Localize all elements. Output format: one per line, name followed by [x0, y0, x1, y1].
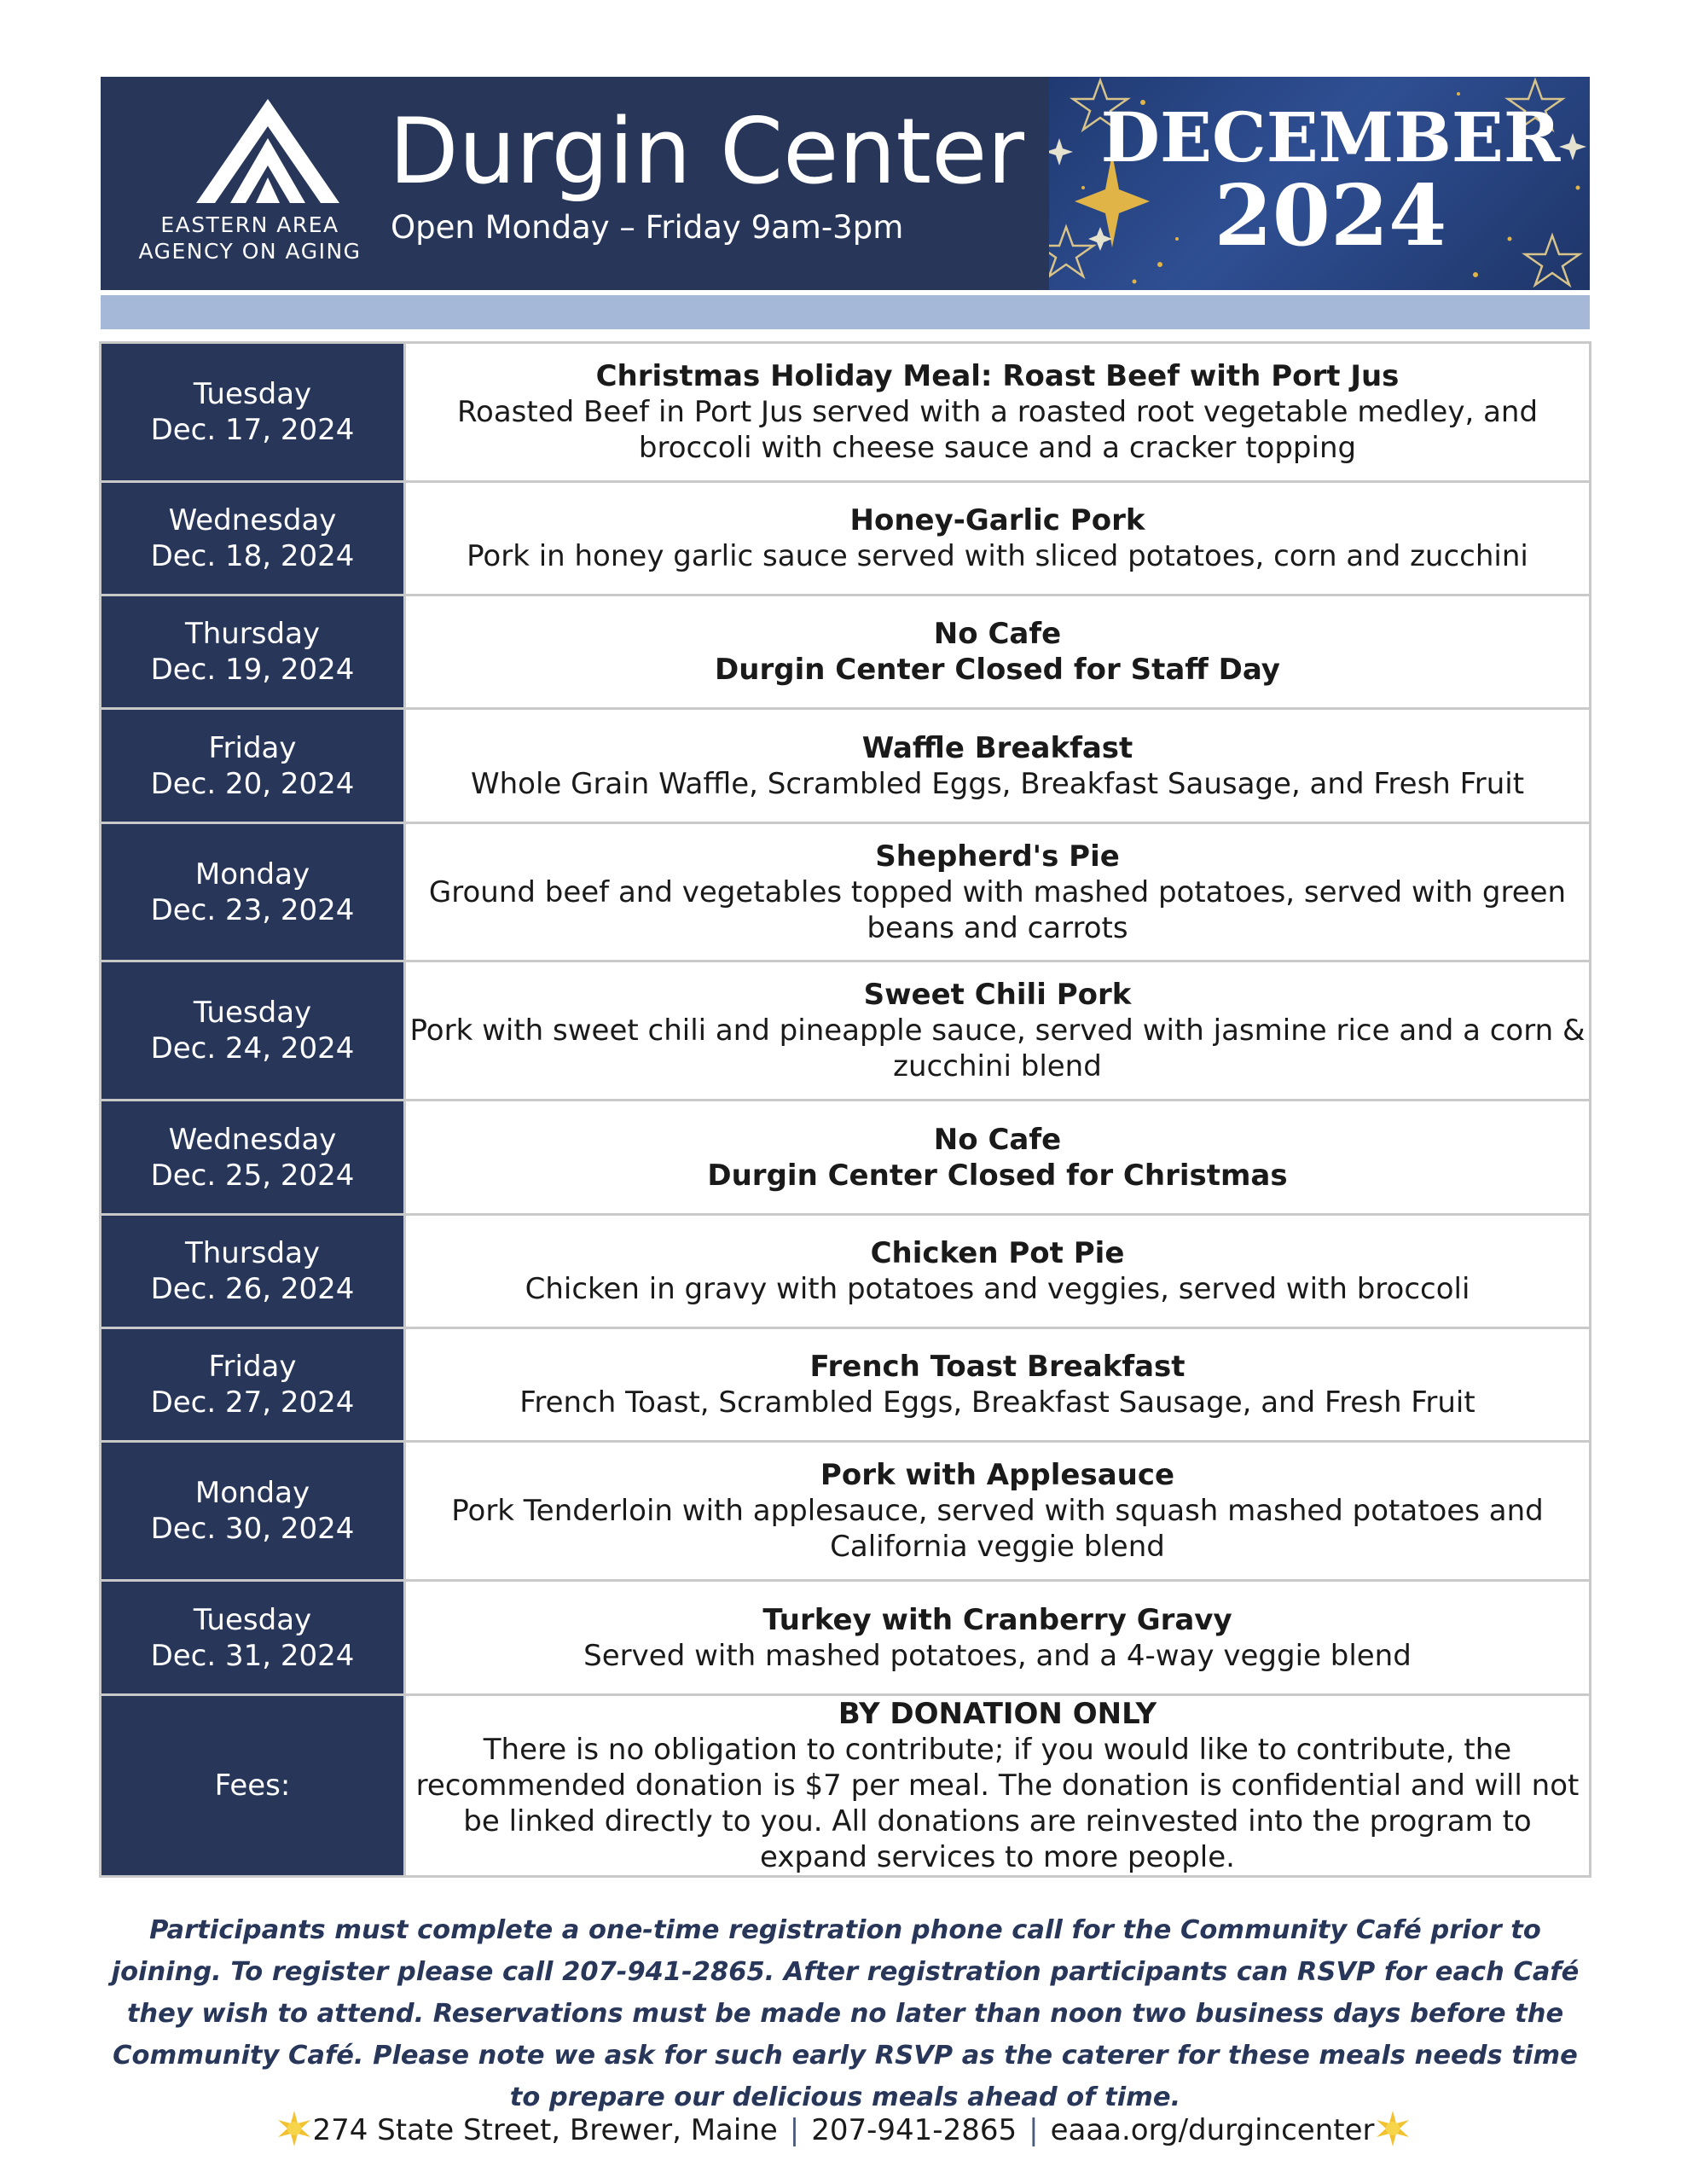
day-cell [101, 482, 405, 595]
weekday: Tuesday [193, 377, 312, 411]
meal-title: Honey-Garlic Pork [849, 503, 1145, 537]
meal-cell [405, 961, 1591, 1101]
meal-cell [405, 482, 1591, 595]
footer-contact [0, 2107, 1687, 2153]
sun-icon [276, 2111, 312, 2146]
weekday: Tuesday [193, 1602, 312, 1637]
date: Dec. 20, 2024 [150, 766, 355, 801]
date: Dec. 19, 2024 [150, 653, 355, 687]
weekday: Wednesday [168, 1122, 337, 1157]
table-row [101, 482, 1591, 595]
mountain-logo-icon [196, 99, 339, 203]
agency-name-line1: EASTERN AREA [160, 212, 339, 237]
meal-cell [405, 595, 1591, 709]
table-row [101, 1215, 1591, 1328]
meal-cell [405, 709, 1591, 823]
meal-title: No Cafe [933, 1122, 1062, 1157]
meal-description: Pork Tenderloin with applesauce, served with squash mashed potatoes and California veggie blend [451, 1494, 1544, 1564]
footer-website[interactable]: eaaa.org/durgincenter [1050, 2113, 1375, 2147]
table-row [101, 343, 1591, 482]
day-cell [101, 709, 405, 823]
footer-address: 274 State Street, Brewer, Maine [312, 2113, 778, 2147]
date: Dec. 25, 2024 [150, 1158, 355, 1193]
weekday: Monday [194, 1476, 310, 1510]
date: Dec. 27, 2024 [150, 1385, 355, 1420]
center-title: Durgin Center [389, 99, 1024, 204]
date: Dec. 18, 2024 [150, 539, 355, 573]
day-cell [101, 1101, 405, 1215]
month-banner [1049, 77, 1590, 290]
weekday: Thursday [184, 617, 321, 651]
weekday: Friday [208, 1350, 297, 1384]
date: Dec. 23, 2024 [150, 892, 355, 927]
table-row [101, 709, 1591, 823]
meal-title: French Toast Breakfast [809, 1350, 1186, 1384]
meal-title: Shepherd's Pie [875, 839, 1120, 874]
weekday: Tuesday [193, 996, 312, 1030]
fees-label: Fees: [214, 1769, 291, 1803]
day-cell [101, 1581, 405, 1695]
weekday: Monday [194, 857, 310, 892]
day-cell [101, 961, 405, 1101]
footer-phone: 207-941-2865 [811, 2113, 1017, 2147]
weekday: Friday [208, 730, 297, 765]
day-cell [101, 1442, 405, 1581]
meal-description: Served with mashed potatoes, and a 4-way veggie blend [583, 1638, 1412, 1673]
date: Dec. 30, 2024 [150, 1512, 355, 1546]
meal-title: No Cafe [933, 617, 1062, 651]
fees-label-cell [101, 1695, 405, 1877]
fees-cell [405, 1695, 1591, 1877]
table-row [101, 1442, 1591, 1581]
meal-description: Durgin Center Closed for Staff Day [715, 653, 1280, 687]
table-row [101, 1581, 1591, 1695]
meal-title: Chicken Pot Pie [870, 1236, 1125, 1270]
table-row [101, 961, 1591, 1101]
year-label: 2024 [1214, 167, 1447, 265]
meal-description: Chicken in gravy with potatoes and veggies, served with broccoli [525, 1272, 1470, 1306]
meal-title: Christmas Holiday Meal: Roast Beef with Port Jus [595, 359, 1400, 393]
meal-cell [405, 1442, 1591, 1581]
opening-hours: Open Monday – Friday 9am-3pm [391, 209, 904, 246]
date: Dec. 17, 2024 [150, 413, 355, 447]
meal-description: Whole Grain Waffle, Scrambled Eggs, Breakfast Sausage, and Fresh Fruit [470, 766, 1525, 801]
month-label: DECEMBER [1100, 97, 1561, 177]
date: Dec. 24, 2024 [150, 1031, 355, 1066]
meal-title: Turkey with Cranberry Gravy [762, 1602, 1232, 1637]
meal-cell [405, 1101, 1591, 1215]
table-row [101, 595, 1591, 709]
table-row [101, 823, 1591, 961]
meal-title: Sweet Chili Pork [863, 978, 1132, 1012]
date: Dec. 31, 2024 [150, 1638, 355, 1673]
fees-description: There is no obligation to contribute; if you would like to contribute, the recommended donation is $7 per meal. The donation is confidential and will not be linked directly to you. All donations are reinvested into the program to expand services to more people. [415, 1733, 1580, 1874]
header-divider-band [101, 295, 1590, 329]
meal-description: French Toast, Scrambled Eggs, Breakfast Sausage, and Fresh Fruit [519, 1385, 1475, 1420]
day-cell [101, 823, 405, 961]
agency-logo [126, 99, 362, 270]
footer-separator: | [1029, 2113, 1039, 2147]
fees-row [101, 1695, 1591, 1877]
day-cell [101, 595, 405, 709]
registration-note: Participants must complete a one-time registration phone call for the Community Café prior to joining. To register please call 207-941-2865. After registration participants can RSVP for each Café they wish to attend. Reservations must be made no later than noon two business days before the Community Café. Please note we ask for such early RSVP as the caterer for these meals needs time to prepare our delicious meals ahead of time. [111, 1915, 1580, 2112]
meal-description: Roasted Beef in Port Jus served with a roasted root vegetable medley, and broccoli with cheese sauce and a cracker topping [456, 395, 1539, 465]
footer-separator: | [789, 2113, 800, 2147]
weekday: Wednesday [168, 503, 337, 537]
day-cell [101, 1215, 405, 1328]
table-row [101, 1101, 1591, 1215]
meal-cell [405, 343, 1591, 482]
day-cell [101, 1328, 405, 1442]
weekday: Thursday [184, 1236, 321, 1270]
meal-description: Pork in honey garlic sauce served with sliced potatoes, corn and zucchini [467, 539, 1528, 573]
meal-description: Durgin Center Closed for Christmas [707, 1158, 1288, 1193]
meal-title: Pork with Applesauce [820, 1458, 1175, 1492]
meal-description: Ground beef and vegetables topped with mashed potatoes, served with green beans and carrots [428, 874, 1567, 945]
meal-cell [405, 1581, 1591, 1695]
sun-icon [1375, 2111, 1411, 2146]
menu-table [99, 341, 1591, 1878]
meal-title: Waffle Breakfast [861, 730, 1133, 765]
meal-description: Pork with sweet chili and pineapple sauce, served with jasmine rice and a corn & zucchini blend [409, 1014, 1586, 1083]
table-row [101, 1328, 1591, 1442]
meal-cell [405, 1328, 1591, 1442]
header-banner [101, 77, 1590, 290]
agency-name-line2: AGENCY ON AGING [138, 239, 362, 264]
meal-cell [405, 823, 1591, 961]
day-cell [101, 343, 405, 482]
agency-name [126, 212, 374, 264]
date: Dec. 26, 2024 [150, 1272, 355, 1306]
meal-cell [405, 1215, 1591, 1328]
fees-title: BY DONATION ONLY [838, 1697, 1157, 1731]
